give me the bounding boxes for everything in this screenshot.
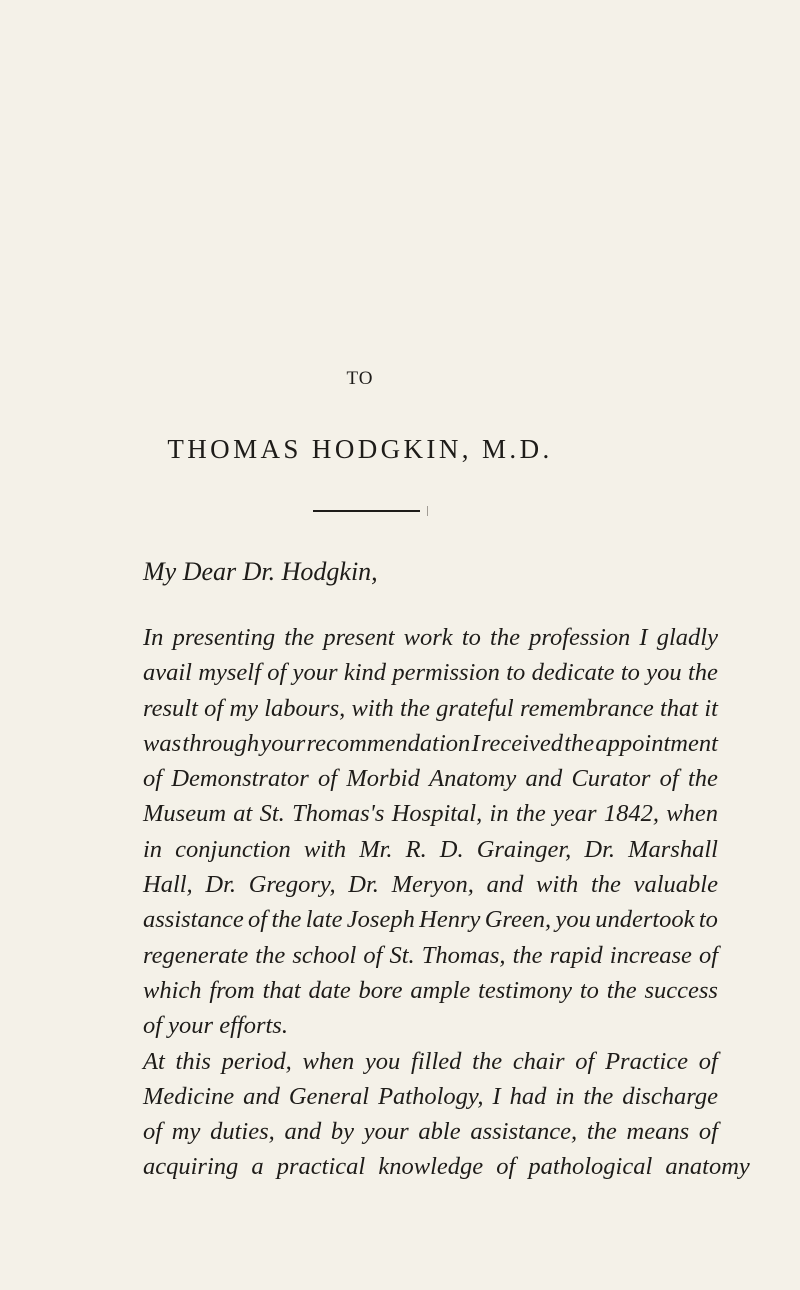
word: to	[579, 976, 599, 1004]
word: ample	[410, 976, 471, 1004]
body-line	[143, 796, 718, 831]
word: in	[489, 800, 509, 828]
word: grateful	[436, 694, 514, 722]
word: bore	[358, 976, 403, 1004]
word: late	[305, 906, 343, 934]
word: assistance,	[470, 1118, 578, 1146]
word: myself	[198, 659, 261, 687]
word: presenting	[172, 624, 276, 651]
word: this	[175, 1047, 211, 1075]
body-line	[143, 832, 718, 867]
word: of	[698, 1047, 718, 1075]
word: of	[659, 765, 679, 793]
body-line	[143, 726, 718, 761]
word: at	[233, 800, 253, 828]
word: Practice	[605, 1047, 689, 1075]
word: of	[318, 765, 338, 793]
word: duties,	[210, 1118, 275, 1146]
word: recommendation	[306, 729, 471, 757]
word: work	[403, 624, 453, 651]
word: you	[364, 1047, 401, 1075]
word: from	[209, 976, 255, 1004]
word: Anatomy	[429, 765, 517, 793]
word: General	[288, 1082, 370, 1110]
word: Gregory,	[248, 871, 336, 899]
salutation: My Dear Dr. Hodgkin,	[143, 557, 378, 586]
word: assistance	[143, 906, 244, 934]
body-line	[143, 761, 718, 796]
body-line: of your efforts.	[143, 1012, 288, 1040]
word: date	[308, 976, 351, 1004]
word: of	[143, 765, 163, 793]
word: that	[659, 694, 699, 722]
word: Mr.	[359, 835, 393, 863]
word: valuable	[633, 871, 718, 899]
word: R.	[405, 835, 427, 863]
word: and	[243, 1082, 280, 1110]
word: through	[182, 729, 260, 757]
word: with	[303, 835, 347, 863]
word: I	[492, 1082, 501, 1110]
body-line	[143, 1044, 718, 1079]
word: my	[171, 1118, 201, 1146]
word: Green,	[484, 906, 552, 934]
word: my	[229, 694, 259, 722]
word: Grainger,	[476, 835, 572, 863]
body-line	[143, 902, 718, 937]
word: Dr.	[584, 835, 616, 863]
word: 1842,	[603, 800, 659, 828]
word: D.	[439, 835, 464, 863]
word: the	[472, 1047, 503, 1075]
body-line	[143, 691, 718, 726]
word: I	[639, 624, 648, 651]
word: Hospital,	[391, 800, 483, 828]
word: Dr.	[348, 871, 379, 899]
word: your	[363, 1118, 409, 1146]
word: Medicine	[143, 1082, 235, 1110]
word: the	[490, 624, 520, 651]
word: which	[143, 976, 202, 1004]
word: Demonstrator	[171, 765, 309, 793]
word: Thomas's	[292, 800, 385, 828]
word: by	[330, 1118, 355, 1146]
word: the	[255, 941, 286, 969]
body-line: acquiring a practical knowledge of pathological anatomy	[143, 1153, 750, 1181]
word: was	[143, 729, 182, 757]
word: of	[698, 1118, 718, 1146]
word: to	[698, 906, 718, 934]
word: of	[363, 941, 383, 969]
word: your	[260, 729, 306, 757]
word: the	[606, 976, 637, 1004]
word: Thomas,	[421, 941, 506, 969]
divider-rule	[313, 510, 420, 512]
word: of	[575, 1047, 595, 1075]
dedication-body	[143, 620, 750, 1185]
word: to	[620, 659, 640, 687]
word: labours,	[264, 694, 346, 722]
word: you	[646, 659, 682, 687]
word: testimony	[478, 976, 572, 1004]
word: to	[461, 624, 481, 651]
word: the	[583, 1082, 614, 1110]
word: of	[143, 1118, 163, 1146]
word: chair	[512, 1047, 565, 1075]
word: and	[525, 765, 563, 793]
word: kind	[343, 659, 387, 687]
word: and	[486, 871, 524, 899]
word: with	[351, 694, 394, 722]
word: to	[506, 659, 526, 687]
word: permission	[392, 659, 500, 687]
word: had	[509, 1082, 547, 1110]
word: regenerate	[143, 941, 249, 969]
word: appointment	[595, 729, 718, 757]
word: of	[698, 941, 718, 969]
word: avail	[143, 659, 192, 687]
word: discharge	[622, 1082, 718, 1110]
word: received	[480, 729, 563, 757]
word: At	[143, 1047, 165, 1075]
word: increase	[609, 941, 692, 969]
word: means	[626, 1118, 690, 1146]
body-line	[143, 655, 718, 690]
word: Dr.	[205, 871, 237, 899]
word: Morbid	[346, 765, 420, 793]
word: school	[292, 941, 357, 969]
body-line	[143, 1114, 718, 1149]
word: the	[687, 659, 718, 687]
word: period,	[221, 1047, 292, 1075]
word: of	[204, 694, 224, 722]
word: that	[262, 976, 301, 1004]
word: the	[586, 1118, 617, 1146]
body-line	[143, 620, 718, 655]
word: the	[515, 800, 546, 828]
word: the	[512, 941, 543, 969]
word: in	[555, 1082, 575, 1110]
word: filled	[411, 1047, 462, 1075]
dedication-to: TO	[346, 368, 374, 389]
word: the	[271, 906, 302, 934]
word: In	[143, 624, 164, 651]
word: when	[302, 1047, 355, 1075]
word: St.	[389, 941, 415, 969]
word: Pathology,	[378, 1082, 484, 1110]
word: dedicate	[531, 659, 615, 687]
word: result	[143, 694, 198, 722]
word: of	[267, 659, 287, 687]
word: the	[399, 694, 430, 722]
word: gladly	[656, 624, 718, 651]
word: the	[284, 624, 315, 651]
word: Henry	[419, 906, 481, 934]
word: when	[666, 800, 718, 828]
word: present	[323, 624, 395, 651]
ink-speck	[427, 506, 432, 516]
word: the	[687, 765, 718, 793]
word: Meryon,	[391, 871, 474, 899]
word: remembrance	[519, 694, 654, 722]
word: Joseph	[346, 906, 415, 934]
body-line	[143, 867, 718, 902]
word: Hall,	[143, 871, 193, 899]
word: able	[418, 1118, 461, 1146]
word: profession	[529, 624, 631, 651]
dedicatee-name: THOMAS HODGKIN, M.D.	[167, 434, 553, 464]
word: St.	[259, 800, 285, 828]
word: success	[644, 976, 718, 1004]
word: and	[284, 1118, 322, 1146]
word: it	[704, 694, 718, 722]
word: Marshall	[628, 835, 718, 863]
word: you	[555, 906, 591, 934]
body-line	[143, 973, 718, 1008]
word: in	[143, 835, 163, 863]
word: year	[553, 800, 597, 828]
word: the	[590, 871, 621, 899]
word: of	[248, 906, 268, 934]
word: your	[292, 659, 338, 687]
word: I	[471, 729, 480, 757]
word: with	[536, 871, 579, 899]
word: conjunction	[175, 835, 291, 863]
word: undertook	[595, 906, 695, 934]
word: rapid	[549, 941, 603, 969]
word: Museum	[143, 800, 227, 828]
word: the	[564, 729, 595, 757]
body-line	[143, 1079, 718, 1114]
body-line	[143, 938, 718, 973]
word: Curator	[571, 765, 651, 793]
